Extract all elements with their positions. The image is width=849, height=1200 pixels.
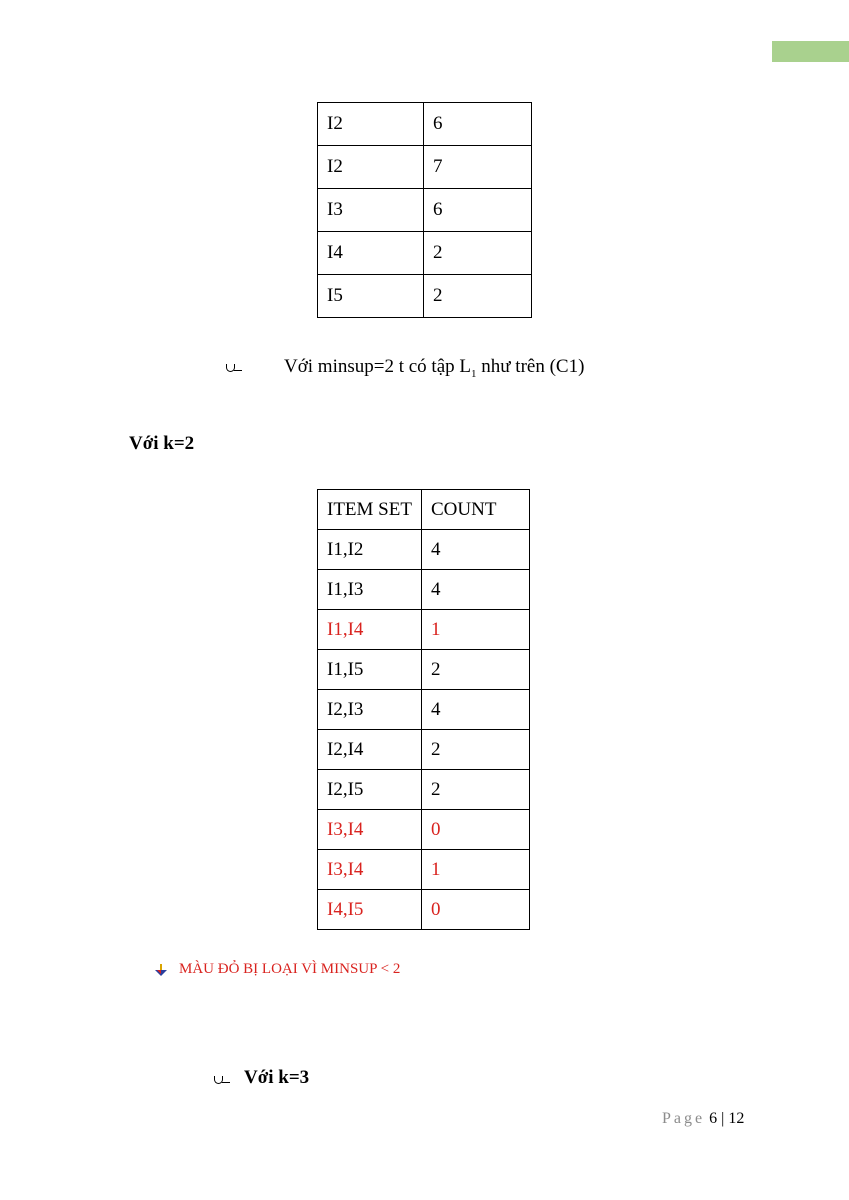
table-cell: I4,I5 <box>318 890 422 930</box>
table-row <box>318 103 532 146</box>
table-cell: I3,I4 <box>318 850 422 890</box>
hook-bullet-icon <box>214 1076 230 1086</box>
table-cell: 0 <box>422 890 530 930</box>
note-text: MÀU ĐỎ BỊ LOẠI VÌ MINSUP < 2 <box>179 961 401 977</box>
table-row-eliminated <box>318 810 530 850</box>
page-number: 6 <box>709 1110 718 1127</box>
table-row <box>318 650 530 690</box>
down-arrow-bullet-icon <box>155 962 167 977</box>
table-row <box>318 770 530 810</box>
header-accent-bar <box>772 41 849 62</box>
page-separator: | <box>721 1110 725 1127</box>
itemset-count-table-c2 <box>317 489 530 930</box>
table-row <box>318 146 532 189</box>
page-word: Page <box>662 1110 706 1127</box>
table-row-eliminated <box>318 610 530 650</box>
table-row-eliminated <box>318 850 530 890</box>
table-row <box>318 275 532 318</box>
red-elimination-note <box>155 961 400 978</box>
bullet-text: Với minsup=2 t có tập $L_1$ như trên (C1) <box>284 356 585 380</box>
table-cell: I5 <box>318 275 424 318</box>
table-cell: I2,I4 <box>318 730 422 770</box>
table-cell: 2 <box>422 770 530 810</box>
table-cell: 2 <box>424 275 532 318</box>
table-cell: 2 <box>422 730 530 770</box>
table-row <box>318 730 530 770</box>
table-cell: 4 <box>422 530 530 570</box>
table-cell: 6 <box>424 103 532 146</box>
table-cell: 4 <box>422 570 530 610</box>
table-cell: I2 <box>318 103 424 146</box>
table-cell: I1,I5 <box>318 650 422 690</box>
table-cell: 1 <box>422 610 530 650</box>
table-row <box>318 530 530 570</box>
table-cell: I2,I3 <box>318 690 422 730</box>
table-row <box>318 690 530 730</box>
table-cell: I1,I4 <box>318 610 422 650</box>
table-header-cell: ITEM SET <box>318 490 422 530</box>
table-cell: I1,I3 <box>318 570 422 610</box>
table-cell: 2 <box>424 232 532 275</box>
table-cell: I1,I2 <box>318 530 422 570</box>
table-row <box>318 232 532 275</box>
table-header-cell: COUNT <box>422 490 530 530</box>
table-cell: I3 <box>318 189 424 232</box>
bullet-text: Với k=3 <box>244 1067 310 1088</box>
table-cell: 2 <box>422 650 530 690</box>
table-cell: 6 <box>424 189 532 232</box>
table-cell: 4 <box>422 690 530 730</box>
page-footer <box>662 1110 744 1128</box>
hook-bullet-icon <box>226 364 242 374</box>
table-row-eliminated <box>318 890 530 930</box>
table-row <box>318 570 530 610</box>
table-cell: I4 <box>318 232 424 275</box>
total-pages: 12 <box>728 1110 745 1127</box>
table-header-row <box>318 490 530 530</box>
section-heading-k2: Với k=2 <box>129 433 195 454</box>
table-cell: 1 <box>422 850 530 890</box>
table-cell: 0 <box>422 810 530 850</box>
table-row <box>318 189 532 232</box>
table-cell: I2 <box>318 146 424 189</box>
table-cell: 7 <box>424 146 532 189</box>
table-cell: I3,I4 <box>318 810 422 850</box>
table-cell: I2,I5 <box>318 770 422 810</box>
itemset-count-table-l1 <box>317 102 532 318</box>
